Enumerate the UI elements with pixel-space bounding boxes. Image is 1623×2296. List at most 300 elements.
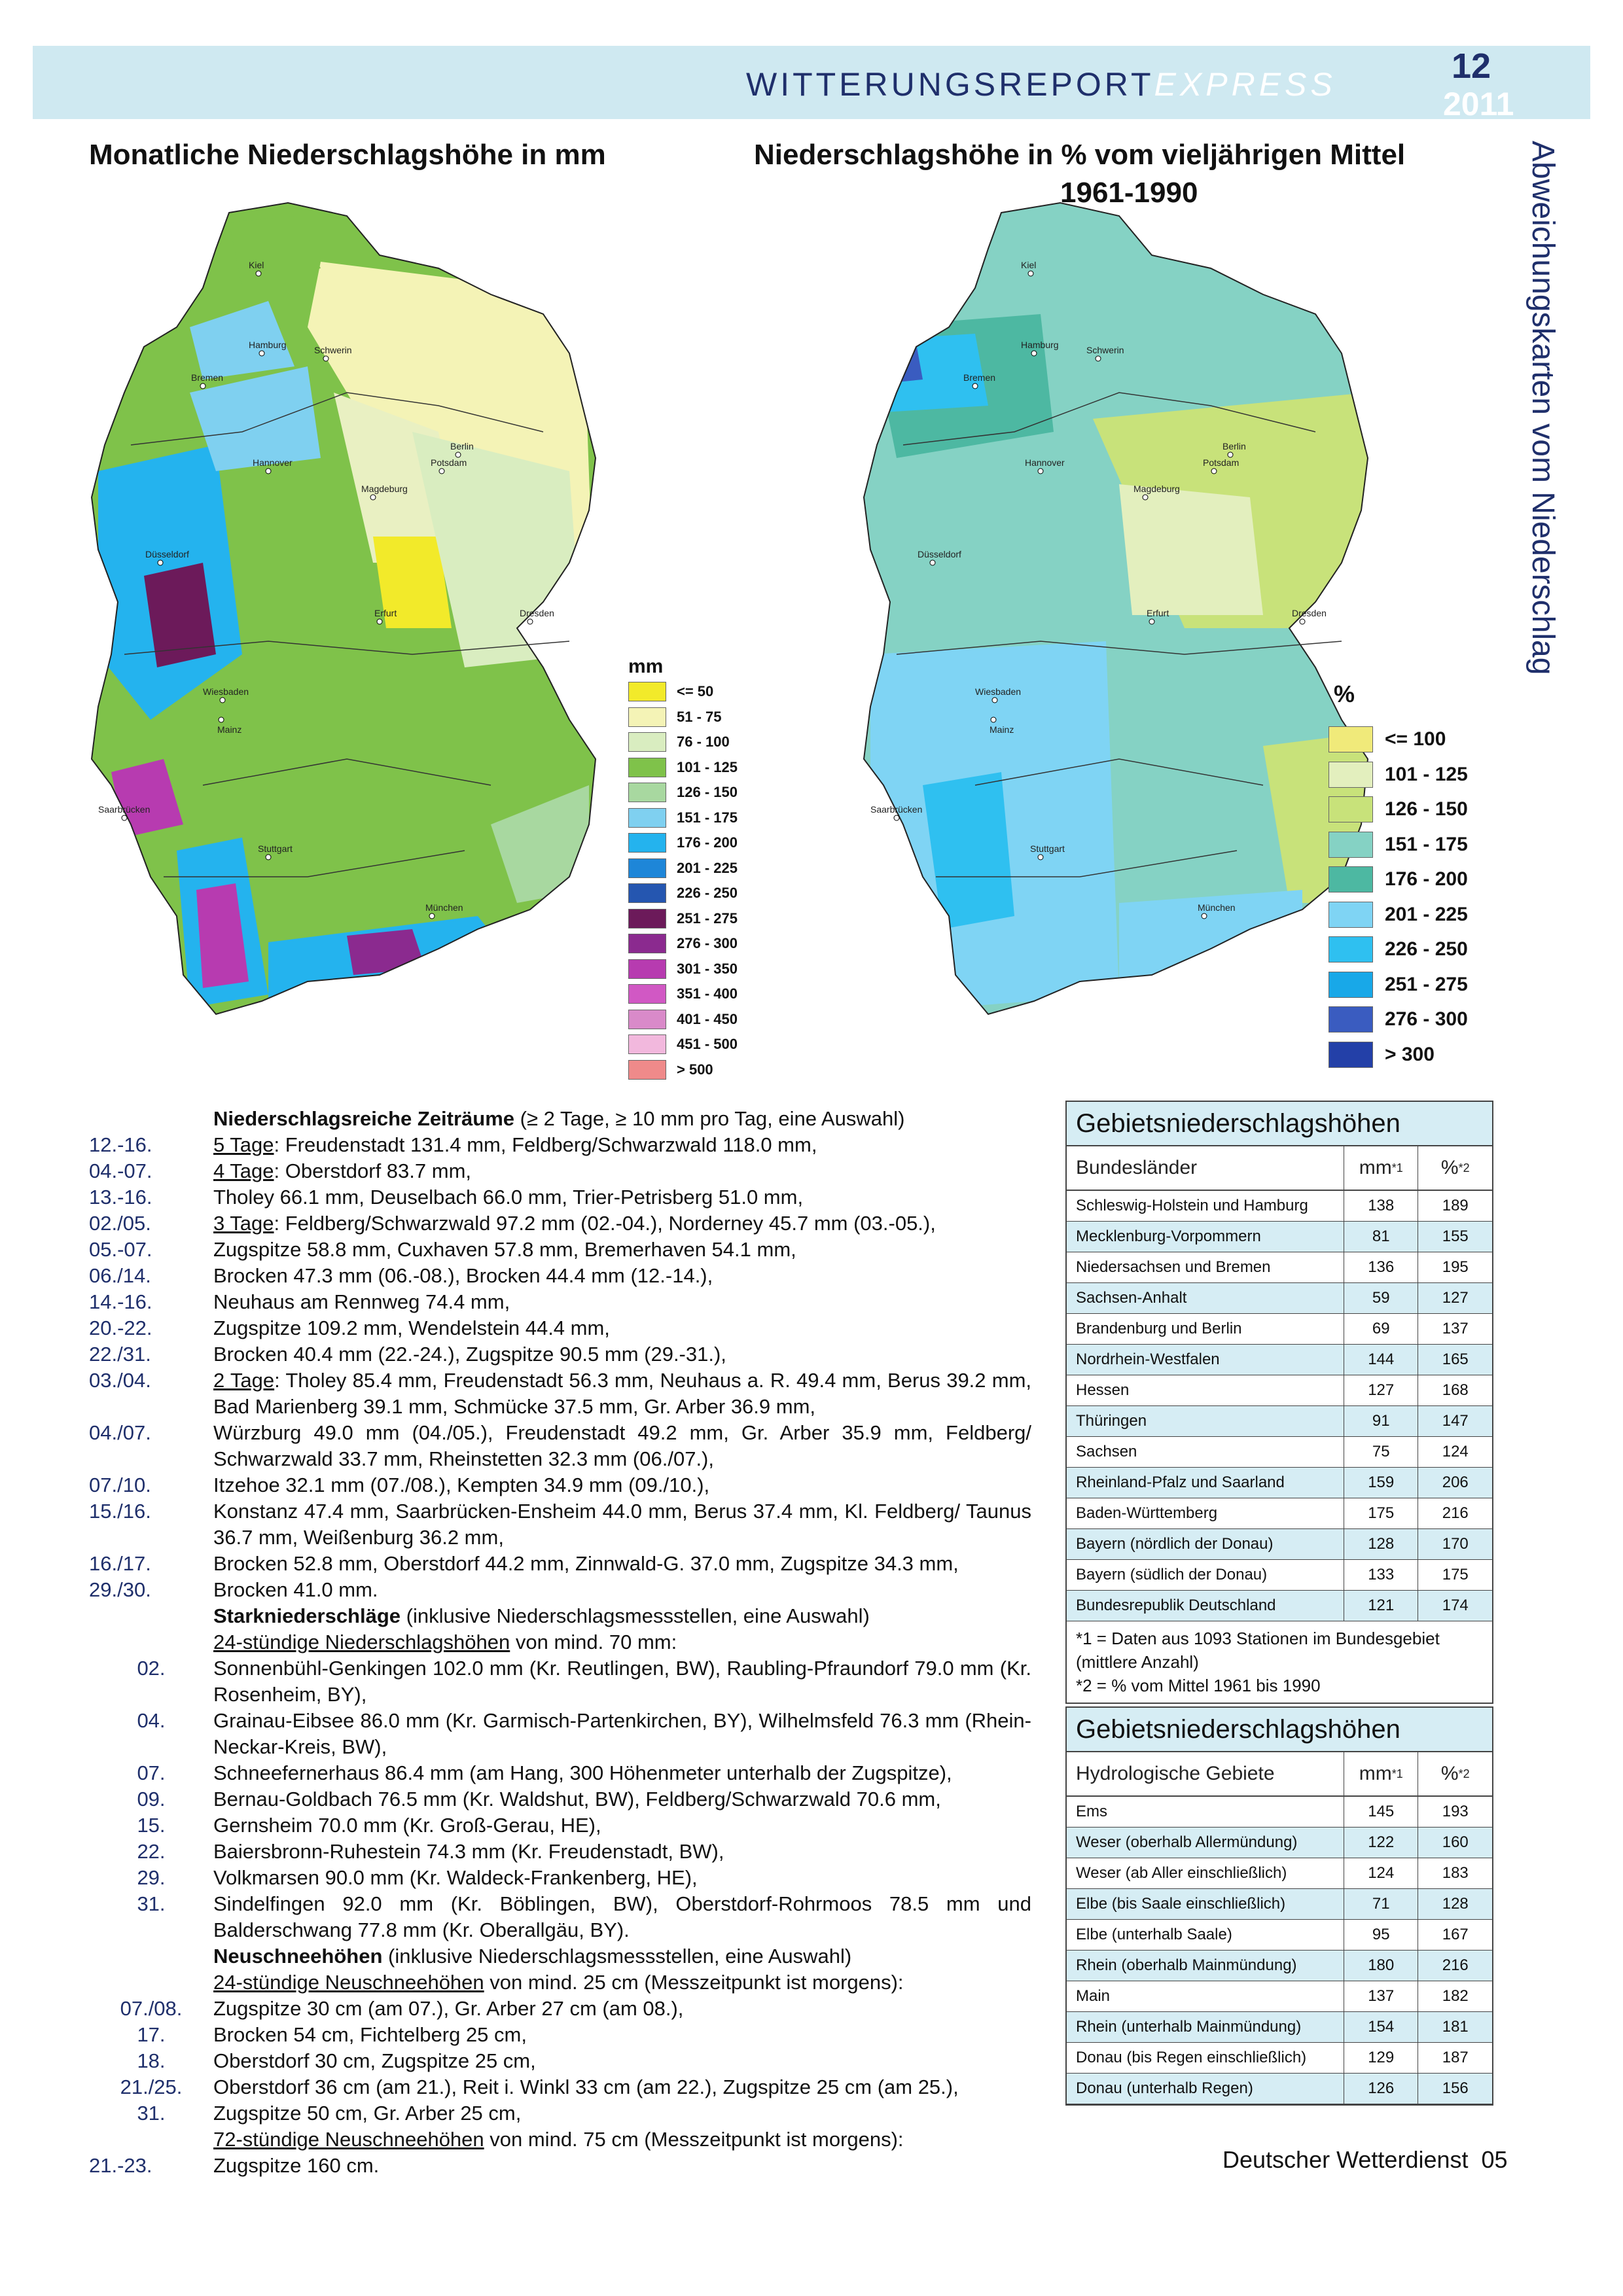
city-label: Hannover <box>253 457 293 468</box>
table-cell-percent: 137 <box>1442 1320 1469 1337</box>
event-text: 4 Tage: Oberstdorf 83.7 mm, <box>213 1159 472 1182</box>
event-date: 02. <box>137 1657 166 1680</box>
table1-title: Gebietsniederschlagshöhen <box>1067 1102 1492 1146</box>
event-date: 09. <box>137 1788 166 1810</box>
table-cell-mm: 138 <box>1344 1191 1419 1221</box>
legend-item <box>1329 1042 1435 1068</box>
event-date: 07./08. <box>120 1997 183 2020</box>
legend-label: 176 - 200 <box>677 834 738 851</box>
table-row <box>1067 1222 1492 1252</box>
table-cell-mm: 136 <box>1344 1252 1419 1282</box>
table-cell-mm: 128 <box>1344 1529 1419 1559</box>
event-text: Brocken 47.3 mm (06.-08.), Brocken 44.4 mm (12.-14.), <box>213 1264 713 1287</box>
legend-swatch <box>1329 972 1373 998</box>
event-row <box>89 1498 1031 1551</box>
table-cell-name: Rhein (oberhalb Mainmündung) <box>1067 1951 1344 1981</box>
event-text: Tholey 66.1 mm, Deuselbach 66.0 mm, Trier-Petrisberg 51.0 mm, <box>213 1186 804 1209</box>
table-cell-name: Bayern (nördlich der Donau) <box>1067 1529 1344 1559</box>
city-label: Saarbrücken <box>98 804 151 815</box>
page-number: 12 <box>1452 46 1491 86</box>
legend-label: 401 - 450 <box>677 1010 738 1027</box>
event-text: Zugspitze 30 cm (am 07.), Gr. Arber 27 cm (am 08.), <box>213 1997 684 2020</box>
heavy-heading: Starkniederschläge <box>213 1604 401 1627</box>
legend-label: 276 - 300 <box>677 935 738 951</box>
event-row <box>89 1891 1031 1943</box>
city-label: Erfurt <box>374 608 397 618</box>
table-cell-percent: 165 <box>1442 1351 1469 1368</box>
event-row <box>89 1760 1031 1786</box>
event-text: Neuhaus am Rennweg 74.4 mm, <box>213 1290 510 1313</box>
legend-item <box>628 833 738 853</box>
table-cell-percent: 175 <box>1442 1566 1469 1583</box>
event-row <box>89 1996 1031 2022</box>
table-cell-name: Niedersachsen und Bremen <box>1067 1252 1344 1282</box>
legend-label: 151 - 175 <box>1385 833 1468 855</box>
legend-label: <= 50 <box>677 683 714 699</box>
table-cell-percent: 160 <box>1442 1833 1469 1851</box>
legend-item <box>628 959 738 979</box>
event-date: 07./10. <box>89 1474 151 1496</box>
event-row <box>89 1210 1031 1237</box>
table-cell-percent: 127 <box>1442 1289 1469 1307</box>
event-text: 3 Tage: Feldberg/Schwarzwald 97.2 mm (02.-04.), Norderney 45.7 mm (03.-05.), <box>213 1212 936 1235</box>
event-text: 2 Tage: Tholey 85.4 mm, Freudenstadt 56.3 mm, Neuhaus a. R. 49.4 mm, Berus 39.2 mm, Bad Marienberg 39.1 mm, Schmücke 37.5 mm, Gr. Arber 36.9 mm, <box>213 1369 1031 1418</box>
table-hydrologische-gebiete <box>1065 1706 1493 2106</box>
legend-swatch <box>628 758 666 777</box>
event-text: Schneefernerhaus 86.4 mm (am Hang, 300 Höhenmeter unterhalb der Zugspitze), <box>213 1761 952 1784</box>
event-date: 04. <box>137 1709 166 1732</box>
legend-item <box>628 883 738 903</box>
legend-swatch <box>1329 902 1373 928</box>
legend-item <box>628 758 738 777</box>
table-row <box>1067 1437 1492 1468</box>
city-label: Wiesbaden <box>203 686 249 697</box>
table-cell-name: Sachsen <box>1067 1437 1344 1467</box>
legend-label: 276 - 300 <box>1385 1008 1468 1030</box>
event-text: Brocken 40.4 mm (22.-24.), Zugspitze 90.5 mm (29.-31.), <box>213 1343 726 1366</box>
event-date: 16./17. <box>89 1552 151 1575</box>
table-cell-percent: 187 <box>1442 2049 1469 2066</box>
legend-label: > 300 <box>1385 1043 1435 1065</box>
event-row <box>89 1237 1031 1263</box>
table-cell-mm: 121 <box>1344 1591 1419 1621</box>
legend-item <box>1329 972 1468 998</box>
legend-swatch <box>628 858 666 878</box>
table-row <box>1067 2012 1492 2043</box>
city-label: Magdeburg <box>1133 484 1180 494</box>
city-label: Schwerin <box>1086 345 1124 355</box>
precipitation-events: Niederschlagsreiche Zeiträume (≥ 2 Tage, ≥ 10 mm pro Tag, eine Auswahl) 12.-16. 5 Tage: Freudenstadt 131.4 mm, Feldberg/Schwarzwald 118.0 mm, 04.-07. 4 Tage: Oberstdorf 83.7 mm, 13.-16. Tholey 66.1 mm, Deuselbach 66.0 mm, Trier-Petrisberg 51.0 mm, 02./05. 3 Tage: Feldberg/Schwarzwald 97.2 mm (02.-04.), Norderney 45.7 mm (03.-05.), 05.-07. Zugspitze 58.8 mm, Cuxhaven 57.8 mm, Bremerhaven 54.1 mm, 06./14. Brocken 47.3 mm (06.-08.), Brocken 44.4 mm (12.-14.), 14.-16. Neuhaus am Rennweg 74.4 mm, 20.-22. Zugspitze 109.2 mm, Wendelstein 44.4 mm, 22./31. Brocken 40.4 mm (22.-24.), Zugspitze 90.5 mm (29.-31.), 03./04. 2 Tage: Tholey 85.4 mm, Freudenstadt 56.3 mm, Neuhaus a. R. 49.4 mm, Berus 39.2 mm, Bad Marienberg 39.1 mm, Schmücke 37.5 mm, Gr. Arber 36.9 mm, 04./07. Würzburg 49.0 mm (04./05.), Freudenstadt 49.2 mm, Gr. Arber 35.9 mm, Feldberg/ Schwarzwald 33.7 mm, Rheinstetten 32.3 mm (06./07.), 07./10. Itzehoe 32.1 mm (07./08.), Kempten 34.9 mm (09./10.), 15./16. Konstanz 47.4 mm, Saarbrücken-Ensheim 44.0 mm, Berus 37.4 mm, Kl. Feldberg/ Taunus 36.7 mm, Weißenburg 36.2 mm, 16./17. Brocken 52.8 mm, Oberstdorf 44.2 mm, Zinnwald-G. 37.0 mm, Zugspitze 34.3 mm, 29./30. Brocken 41.0 mm. Starkniederschläge (inklusive Niederschlagsmessstellen, eine Auswahl) 24-stündige Niederschlagshöhen von mind. 70 mm: 02. Sonnenbühl-Genkingen 102.0 mm (Kr. Reutlingen, BW), Raubling-Pfraundorf 79.0 mm (Kr. Rosenheim, BY), 04. Grainau-Eibsee 86.0 mm (Kr. Garmisch-Partenkirchen, BY), Wilhelmsfeld 76.3 mm (Rhein-Neckar-Kreis, BW), 07. Schneefernerhaus 86.4 mm (am Hang, 300 Höhenmeter unterhalb der Zugspitze), 09. Bernau-Goldbach 76.5 mm (Kr. Waldshut, BW), Feldberg/Schwarzwald 70.6 mm, 15. Gernsheim 70.0 mm (Kr. Groß-Gerau, HE), 22. Baiersbronn-Ruhestein 74.3 mm (Kr. Freudenstadt, BW), 29. Volkmarsen 90.0 mm (Kr. Waldeck-Frankenberg, HE), 31. Sindelfingen 92.0 mm (Kr. Böblingen, BW), Oberstdorf-Rohrmoos 78.5 mm und Balderschwang 77.8 mm (Kr. Oberallgäu, BY). Neuschneehöhen (inklusive Niederschlagsmessstellen, eine Auswahl) 24-stündige Neuschneehöhen von mind. 25 cm (Messzeitpunkt ist morgens): 07./08. Zugspitze 30 cm (am 07.), Gr. Arber 27 cm (am 08.), 17. Brocken 54 cm, Fichtelberg 25 cm, 18. Oberstdorf 30 cm, Zugspitze 25 cm, 21./25. Oberstdorf 36 cm (am 21.), Reit i. Winkl 33 cm (am 22.), Zugspitze 25 cm (am 25.), 31. Zugspitze 50 cm, Gr. Arber 25 cm, 72-stündige Neuschneehöhen von mind. 75 cm (Messzeitpunkt ist morgens): 21.-23. Zugspitze 160 cm. <box>89 1106 1031 2179</box>
event-row <box>89 1577 1031 1603</box>
event-date: 17. <box>137 2023 166 2046</box>
event-row <box>89 1420 1031 1472</box>
table-cell-name: Rheinland-Pfalz und Saarland <box>1067 1468 1344 1498</box>
table-cell-mm: 137 <box>1344 1981 1419 2011</box>
event-text: Sonnenbühl-Genkingen 102.0 mm (Kr. Reutlingen, BW), Raubling-Pfraundorf 79.0 mm (Kr. Rosenheim, BY), <box>213 1657 1031 1706</box>
city-label: Bremen <box>191 372 224 383</box>
event-text: Brocken 52.8 mm, Oberstdorf 44.2 mm, Zinnwald-G. 37.0 mm, Zugspitze 34.3 mm, <box>213 1552 959 1575</box>
legend-item <box>1329 832 1468 858</box>
table-cell-percent: 156 <box>1442 2079 1469 2097</box>
table-cell-percent: 183 <box>1442 1864 1469 1882</box>
event-date: 03./04. <box>89 1369 151 1392</box>
legend-label: > 500 <box>677 1061 713 1078</box>
city-label: Wiesbaden <box>975 686 1022 697</box>
legend-swatch <box>1329 936 1373 963</box>
legend-label: 101 - 125 <box>1385 763 1468 785</box>
table-cell-mm: 124 <box>1344 1858 1419 1888</box>
table-cell-percent: 182 <box>1442 1987 1469 2005</box>
event-text: Konstanz 47.4 mm, Saarbrücken-Ensheim 44.0 mm, Berus 37.4 mm, Kl. Feldberg/ Taunus 36.7 mm, Weißenburg 36.2 mm, <box>213 1500 1031 1549</box>
legend-label: 226 - 250 <box>677 885 738 901</box>
table-cell-percent: 155 <box>1442 1227 1469 1245</box>
legend-swatch <box>628 909 666 928</box>
legend-item <box>1329 902 1468 928</box>
event-date: 13.-16. <box>89 1186 152 1209</box>
city-label: Hamburg <box>1021 340 1059 350</box>
legend-label: 176 - 200 <box>1385 868 1468 890</box>
legend-item <box>1329 726 1446 752</box>
event-row <box>89 2153 1031 2179</box>
event-date: 04./07. <box>89 1421 151 1444</box>
legend-swatch <box>1329 1006 1373 1033</box>
event-text: 5 Tage: Freudenstadt 131.4 mm, Feldberg/Schwarzwald 118.0 mm, <box>213 1133 817 1156</box>
legend-item <box>1329 762 1468 788</box>
legend-label: 126 - 150 <box>677 784 738 800</box>
legend-item <box>628 858 738 878</box>
legend-swatch <box>628 732 666 752</box>
legend-label: 201 - 225 <box>1385 903 1468 925</box>
event-date: 31. <box>137 1892 166 1915</box>
event-text: Volkmarsen 90.0 mm (Kr. Waldeck-Frankenberg, HE), <box>213 1866 698 1889</box>
event-row <box>89 1472 1031 1498</box>
table1-col-mm: mm *1 <box>1344 1146 1419 1190</box>
table-cell-percent: 216 <box>1442 1956 1469 1974</box>
table-cell-mm: 133 <box>1344 1560 1419 1590</box>
report-title: WITTERUNGSREPORTEXPRESS <box>746 66 1336 103</box>
event-row <box>89 1655 1031 1708</box>
table-cell-name: Schleswig-Holstein und Hamburg <box>1067 1191 1344 1221</box>
city-label: Potsdam <box>431 457 467 468</box>
event-text: Itzehoe 32.1 mm (07./08.), Kempten 34.9 mm (09./10.), <box>213 1474 710 1496</box>
table-row <box>1067 1889 1492 1920</box>
event-row <box>89 2074 1031 2100</box>
event-date: 18. <box>137 2049 166 2072</box>
table-cell-name: Thüringen <box>1067 1406 1344 1436</box>
table-cell-name: Mecklenburg-Vorpommern <box>1067 1222 1344 1252</box>
table1-col-pc: % *2 <box>1440 1157 1470 1178</box>
event-date: 15./16. <box>89 1500 151 1523</box>
legend-item <box>628 707 722 727</box>
legend-label: 201 - 225 <box>677 859 738 876</box>
table-cell-name: Nordrhein-Westfalen <box>1067 1345 1344 1375</box>
event-row <box>89 1708 1031 1760</box>
city-label: Potsdam <box>1203 457 1240 468</box>
table-cell-name: Hessen <box>1067 1375 1344 1405</box>
event-date: 12.-16. <box>89 1133 152 1156</box>
legend-swatch <box>1329 832 1373 858</box>
table-row <box>1067 1981 1492 2012</box>
table-cell-name: Sachsen-Anhalt <box>1067 1283 1344 1313</box>
event-date: 22. <box>137 1840 166 1863</box>
legend-swatch <box>628 682 666 701</box>
city-label: Berlin <box>1222 441 1246 451</box>
table-row <box>1067 1498 1492 1529</box>
event-date: 29. <box>137 1866 166 1889</box>
table-row <box>1067 1920 1492 1951</box>
legend-label: 351 - 400 <box>677 985 738 1002</box>
table-cell-mm: 180 <box>1344 1951 1419 1981</box>
event-date: 21.-23. <box>89 2154 152 2177</box>
event-text: Oberstdorf 36 cm (am 21.), Reit i. Winkl 33 cm (am 22.), Zugspitze 25 cm (am 25.), <box>213 2075 959 2098</box>
table-cell-mm: 71 <box>1344 1889 1419 1919</box>
table-row <box>1067 1375 1492 1406</box>
city-label: Berlin <box>450 441 474 451</box>
event-text: Bernau-Goldbach 76.5 mm (Kr. Waldshut, BW), Feldberg/Schwarzwald 70.6 mm, <box>213 1788 941 1810</box>
table-cell-percent: 193 <box>1442 1803 1469 1820</box>
event-row <box>89 1812 1031 1839</box>
table-cell-percent: 147 <box>1442 1412 1469 1430</box>
table-cell-mm: 127 <box>1344 1375 1419 1405</box>
event-text: Zugspitze 50 cm, Gr. Arber 25 cm, <box>213 2102 522 2125</box>
table-row <box>1067 2043 1492 2074</box>
legend-swatch <box>628 984 666 1004</box>
table-cell-mm: 159 <box>1344 1468 1419 1498</box>
table-cell-mm: 144 <box>1344 1345 1419 1375</box>
event-row <box>89 1368 1031 1420</box>
right-legend-title: % <box>1334 680 1355 707</box>
legend-swatch <box>628 833 666 853</box>
events-heading: Niederschlagsreiche Zeiträume <box>213 1107 515 1130</box>
table-bundeslaender <box>1065 1101 1493 1704</box>
table-row <box>1067 1591 1492 1621</box>
event-row <box>89 2048 1031 2074</box>
legend-item <box>628 732 730 752</box>
table-row <box>1067 1314 1492 1345</box>
legend-swatch <box>628 883 666 903</box>
event-date: 21./25. <box>120 2075 183 2098</box>
table-cell-name: Brandenburg und Berlin <box>1067 1314 1344 1344</box>
table-cell-mm: 126 <box>1344 2074 1419 2104</box>
city-label: Hannover <box>1025 457 1065 468</box>
table-row <box>1067 1529 1492 1560</box>
event-row <box>89 2022 1031 2048</box>
legend-item <box>1329 1006 1468 1033</box>
legend-swatch <box>628 934 666 953</box>
table-cell-mm: 59 <box>1344 1283 1419 1313</box>
table-cell-mm: 129 <box>1344 2043 1419 2073</box>
legend-item <box>628 783 738 802</box>
legend-item <box>628 808 738 828</box>
legend-item <box>628 1010 738 1029</box>
table-cell-name: Bundesrepublik Deutschland <box>1067 1591 1344 1621</box>
table-cell-mm: 81 <box>1344 1222 1419 1252</box>
footer: Deutscher Wetterdienst 05 <box>1222 2146 1508 2173</box>
city-label: Hamburg <box>249 340 287 350</box>
table-row <box>1067 1406 1492 1437</box>
legend-label: 126 - 150 <box>1385 798 1468 820</box>
table-cell-name: Main <box>1067 1981 1344 2011</box>
table-cell-percent: 128 <box>1442 1895 1469 1913</box>
left-map-title: Monatliche Niederschlagshöhe in mm <box>89 139 606 171</box>
event-row <box>89 1315 1031 1341</box>
table-cell-name: Elbe (bis Saale einschließlich) <box>1067 1889 1344 1919</box>
legend-swatch <box>1329 1042 1373 1068</box>
legend-label: 251 - 275 <box>677 910 738 927</box>
table-cell-name: Elbe (unterhalb Saale) <box>1067 1920 1344 1950</box>
table-cell-percent: 206 <box>1442 1474 1469 1491</box>
table-cell-percent: 181 <box>1442 2018 1469 2036</box>
table-cell-percent: 168 <box>1442 1381 1469 1399</box>
legend-swatch <box>1329 796 1373 822</box>
right-map-title: Niederschlagshöhe in % vom vieljährigen Mittel <box>754 139 1406 171</box>
event-date: 07. <box>137 1761 166 1784</box>
event-date: 05.-07. <box>89 1238 152 1261</box>
table-cell-mm: 145 <box>1344 1797 1419 1827</box>
event-row <box>89 1865 1031 1891</box>
event-row <box>89 1551 1031 1577</box>
city-label: Mainz <box>217 724 242 735</box>
table-cell-percent: 189 <box>1442 1197 1469 1214</box>
legend-item <box>1329 936 1468 963</box>
event-text: Brocken 41.0 mm. <box>213 1578 378 1601</box>
city-label: Kiel <box>249 260 264 270</box>
event-date: 04.-07. <box>89 1159 152 1182</box>
event-row <box>89 1341 1031 1368</box>
table-row <box>1067 1191 1492 1222</box>
legend-swatch <box>1329 726 1373 752</box>
event-date: 02./05. <box>89 1212 151 1235</box>
event-text: Zugspitze 109.2 mm, Wendelstein 44.4 mm, <box>213 1316 610 1339</box>
event-date: 31. <box>137 2102 166 2125</box>
event-text: Oberstdorf 30 cm, Zugspitze 25 cm, <box>213 2049 536 2072</box>
table-cell-percent: 195 <box>1442 1258 1469 1276</box>
table-cell-mm: 122 <box>1344 1828 1419 1858</box>
legend-swatch <box>628 1034 666 1054</box>
legend-item <box>628 1034 738 1054</box>
legend-label: 226 - 250 <box>1385 938 1468 960</box>
city-label: Stuttgart <box>258 843 293 854</box>
table-row <box>1067 1797 1492 1828</box>
city-label: Bremen <box>963 372 996 383</box>
event-text: Würzburg 49.0 mm (04./05.), Freudenstadt 49.2 mm, Gr. Arber 35.9 mm, Feldberg/ Schwarzwald 33.7 mm, Rheinstetten 32.3 mm (06./07.), <box>213 1421 1031 1470</box>
table-cell-mm: 175 <box>1344 1498 1419 1528</box>
event-text: Baiersbronn-Ruhestein 74.3 mm (Kr. Freudenstadt, BW), <box>213 1840 724 1863</box>
legend-swatch <box>1329 866 1373 892</box>
event-row <box>89 1263 1031 1289</box>
legend-swatch <box>628 707 666 727</box>
city-label: Dresden <box>520 608 554 618</box>
legend-swatch <box>628 1010 666 1029</box>
table2-col-pc: % *2 <box>1440 1763 1470 1784</box>
legend-swatch <box>628 1060 666 1080</box>
event-date: 15. <box>137 1814 166 1837</box>
legend-swatch <box>1329 762 1373 788</box>
table1-notes: *1 = Daten aus 1093 Stationen im Bundesgebiet (mittlere Anzahl) *2 = % vom Mittel 1961 bis 1990 <box>1076 1629 1440 1695</box>
table-cell-mm: 91 <box>1344 1406 1419 1436</box>
table-cell-mm: 154 <box>1344 2012 1419 2042</box>
table-cell-name: Rhein (unterhalb Mainmündung) <box>1067 2012 1344 2042</box>
table-row <box>1067 1468 1492 1498</box>
city-label: München <box>425 902 463 913</box>
table-cell-name: Donau (unterhalb Regen) <box>1067 2074 1344 2104</box>
city-label: Magdeburg <box>361 484 408 494</box>
table-cell-percent: 216 <box>1442 1504 1469 1522</box>
legend-item <box>628 984 738 1004</box>
event-row <box>89 1132 1031 1158</box>
table-row <box>1067 1560 1492 1591</box>
city-label: Kiel <box>1021 260 1037 270</box>
table-row <box>1067 1252 1492 1283</box>
event-date: 29./30. <box>89 1578 151 1601</box>
legend-item <box>1329 866 1468 892</box>
legend-swatch <box>628 808 666 828</box>
table-cell-mm: 75 <box>1344 1437 1419 1467</box>
city-label: Stuttgart <box>1030 843 1065 854</box>
event-text: Gernsheim 70.0 mm (Kr. Groß-Gerau, HE), <box>213 1814 601 1837</box>
table-cell-mm: 69 <box>1344 1314 1419 1344</box>
legend-label: 51 - 75 <box>677 708 722 725</box>
event-date: 22./31. <box>89 1343 151 1366</box>
table-row <box>1067 1828 1492 1858</box>
legend-item <box>628 934 738 953</box>
event-row <box>89 1184 1031 1210</box>
snow-heading: Neuschneehöhen <box>213 1945 383 1968</box>
table-row <box>1067 1345 1492 1375</box>
event-row <box>89 1786 1031 1812</box>
event-date: 06./14. <box>89 1264 151 1287</box>
table-row <box>1067 1283 1492 1314</box>
table-cell-name: Donau (bis Regen einschließlich) <box>1067 2043 1344 2073</box>
table2-col-name: Hydrologische Gebiete <box>1067 1752 1344 1795</box>
table2-title: Gebietsniederschlagshöhen <box>1067 1708 1492 1752</box>
legend-item <box>628 909 738 928</box>
table-cell-name: Ems <box>1067 1797 1344 1827</box>
legend-swatch <box>628 959 666 979</box>
city-label: Mainz <box>990 724 1014 735</box>
table-cell-name: Bayern (südlich der Donau) <box>1067 1560 1344 1590</box>
legend-label: 301 - 350 <box>677 960 738 977</box>
event-row <box>89 1158 1031 1184</box>
legend-label: <= 100 <box>1385 728 1446 750</box>
table-cell-name: Weser (ab Aller einschließlich) <box>1067 1858 1344 1888</box>
table-cell-percent: 124 <box>1442 1443 1469 1460</box>
table1-col-name: Bundesländer <box>1067 1146 1344 1190</box>
report-year: 2011 <box>1443 86 1514 122</box>
right-anomaly-map <box>844 196 1387 1060</box>
event-text: Zugspitze 58.8 mm, Cuxhaven 57.8 mm, Bremerhaven 54.1 mm, <box>213 1238 796 1261</box>
left-precipitation-map <box>72 196 615 1060</box>
table-row <box>1067 2074 1492 2104</box>
city-label: Düsseldorf <box>918 549 961 559</box>
legend-label: 101 - 125 <box>677 758 738 775</box>
event-date: 14.-16. <box>89 1290 152 1313</box>
legend-label: 151 - 175 <box>677 809 738 826</box>
right-map-subtitle: 1961-1990 <box>1060 177 1198 209</box>
table-row <box>1067 1858 1492 1889</box>
city-label: Erfurt <box>1147 608 1169 618</box>
legend-label: 251 - 275 <box>1385 973 1468 995</box>
legend-item <box>1329 796 1468 822</box>
legend-swatch <box>628 783 666 802</box>
event-row <box>89 1839 1031 1865</box>
table-cell-percent: 170 <box>1442 1535 1469 1553</box>
legend-item <box>628 682 713 701</box>
event-text: Brocken 54 cm, Fichtelberg 25 cm, <box>213 2023 527 2046</box>
table2-col-mm: mm *1 <box>1344 1752 1419 1795</box>
city-label: München <box>1198 902 1236 913</box>
side-title: Abweichungskarten vom Niederschlag <box>1525 141 1560 675</box>
